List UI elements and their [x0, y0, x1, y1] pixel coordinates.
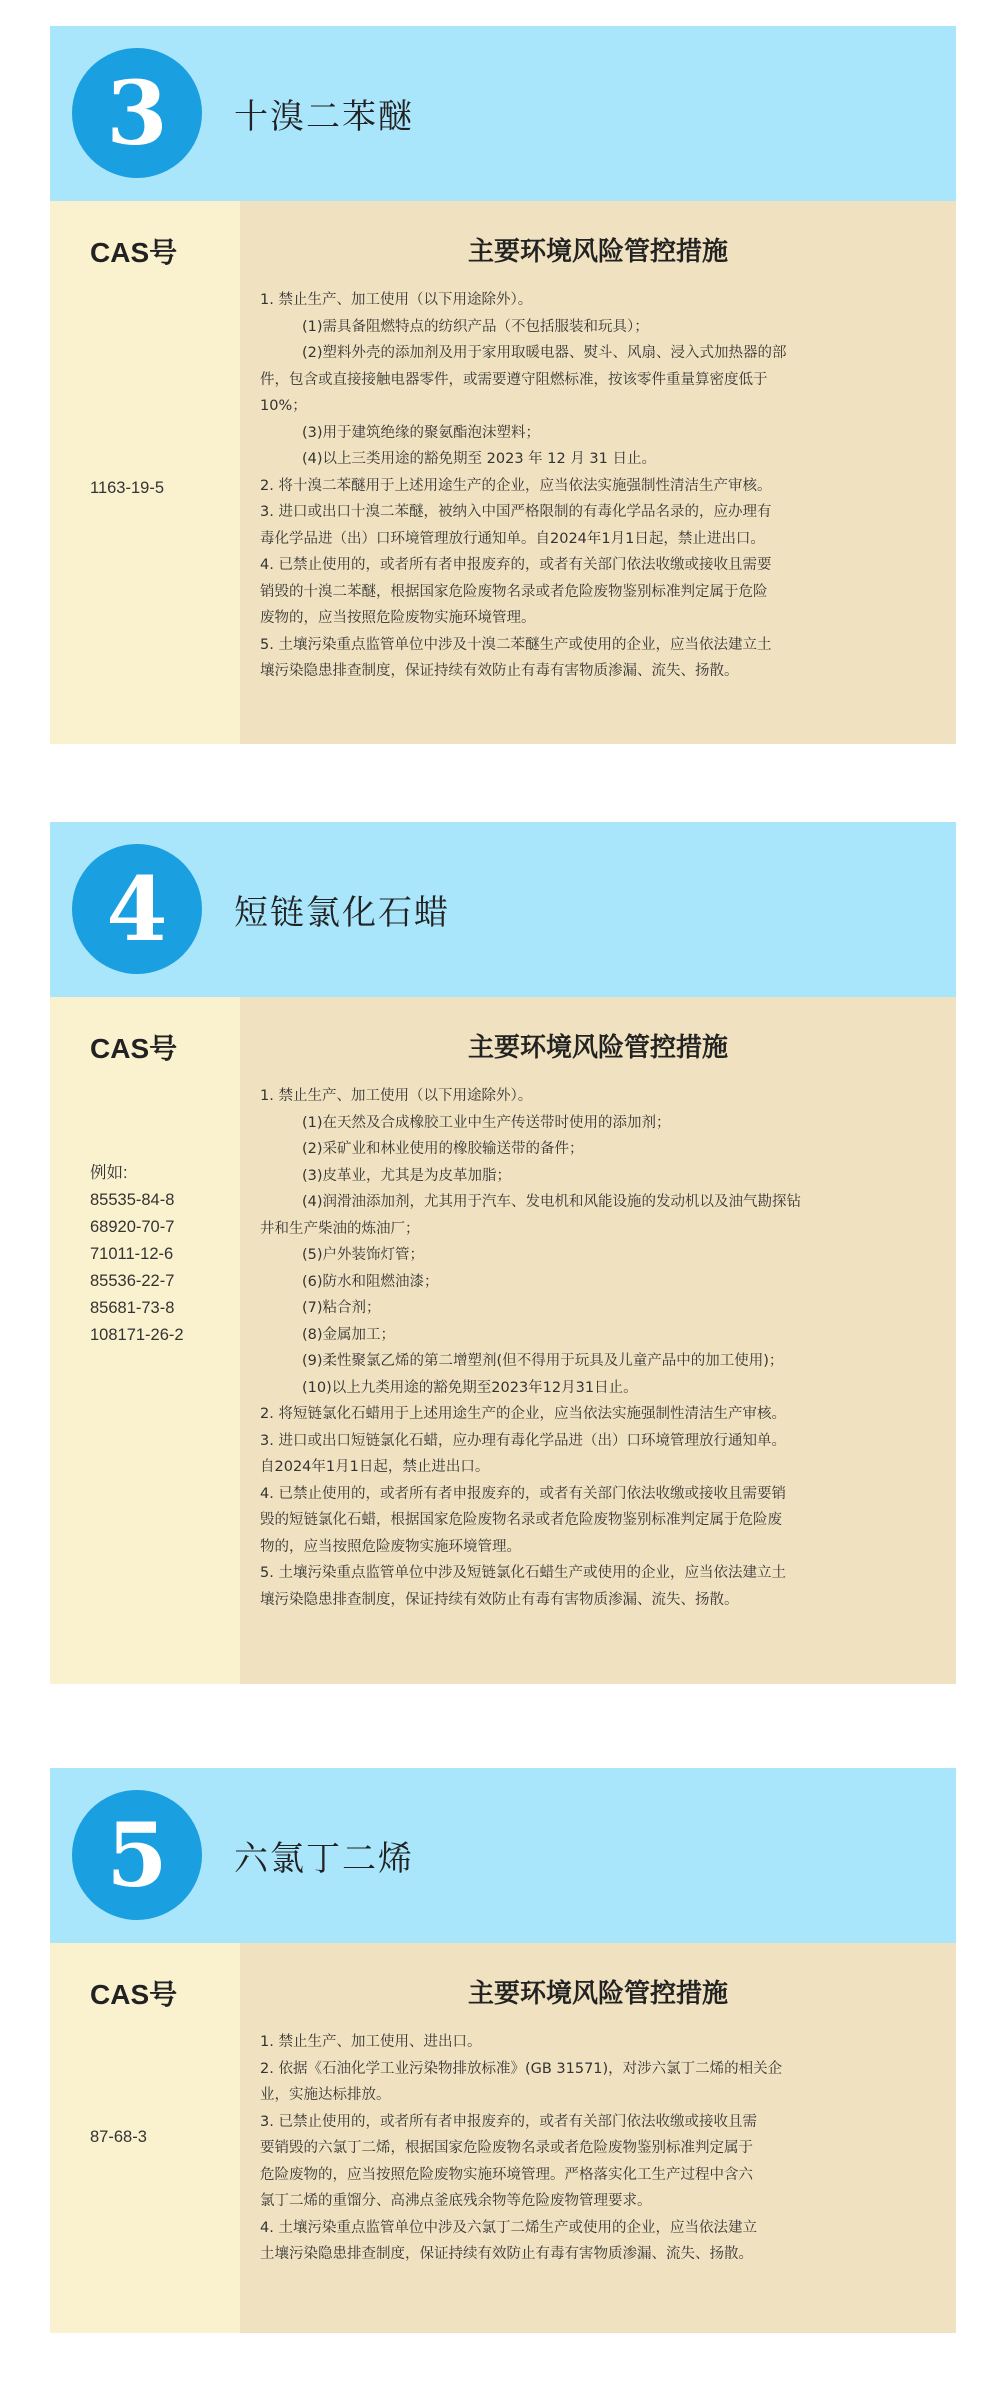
measure-line: 1. 禁止生产、加工使用、进出口。 [260, 2034, 482, 2050]
measure-line: 10%； [260, 398, 307, 414]
measure-line: 自2024年1月1日起，禁止进出口。 [260, 1459, 490, 1475]
cas-number: 1163-19-5 [90, 479, 165, 497]
measure-line: (8)金属加工； [302, 1326, 396, 1343]
cas-number: 87-68-3 [90, 2128, 147, 2146]
section-banner [50, 26, 956, 201]
section-card-4 [50, 822, 956, 1684]
measure-line: 3. 进口或出口短链氯化石蜡，应办理有毒化学品进（出）口环境管理放行通知单。 [260, 1432, 786, 1449]
measure-line: 5. 土壤污染重点监管单位中涉及短链氯化石蜡生产或使用的企业，应当依法建立土 [260, 1565, 786, 1581]
section-banner [50, 1768, 956, 1943]
measure-line: 2. 将十溴二苯醚用于上述用途生产的企业，应当依法实施强制性清洁生产审核。 [260, 477, 772, 494]
section-title: 六氯丁二烯 [234, 1839, 414, 1879]
measure-line: 氯丁二烯的重馏分、高沸点釜底残余物等危险废物管理要求。 [260, 2193, 652, 2209]
measure-line: 要销毁的六氯丁二烯，根据国家危险废物名录或者危险废物鉴别标准判定属于 [260, 2140, 753, 2156]
measure-line: (4)以上三类用途的豁免期至 2023 年 12 月 31 日止。 [302, 451, 656, 467]
measure-line: 1. 禁止生产、加工使用（以下用途除外）。 [260, 292, 533, 308]
section-banner [50, 822, 956, 997]
measure-line: 1. 禁止生产、加工使用（以下用途除外）。 [260, 1088, 533, 1104]
measure-line: (5)户外装饰灯管； [302, 1247, 425, 1263]
section-number-badge: 5 [72, 1790, 202, 1920]
measures-column [240, 997, 956, 1684]
measures-text [260, 2029, 938, 2268]
measures-column [240, 1943, 956, 2333]
cas-prefix: 例如: [90, 1164, 128, 1182]
measure-line: 3. 已禁止使用的，或者所有者申报废弃的，或者有关部门依法收缴或接收且需 [260, 2113, 757, 2130]
cas-header: CAS号 [90, 237, 178, 268]
measure-line: (9)柔性聚氯乙烯的第二增塑剂(但不得用于玩具及儿童产品中的加工使用)； [302, 1353, 784, 1369]
measure-line: 4. 土壤污染重点监管单位中涉及六氯丁二烯生产或使用的企业，应当依法建立 [260, 2219, 757, 2236]
measures-header: 主要环境风险管控措施 [467, 237, 728, 267]
section-body [50, 201, 956, 744]
measure-line: 2. 将短链氯化石蜡用于上述用途生产的企业，应当依法实施强制性清洁生产审核。 [260, 1406, 786, 1422]
measures-header: 主要环境风险管控措施 [467, 1033, 728, 1063]
measure-line: 4. 已禁止使用的，或者所有者申报废弃的，或者有关部门依法收缴或接收且需要 [260, 557, 772, 573]
measure-line: (1)在天然及合成橡胶工业中生产传送带时使用的添加剂； [302, 1114, 671, 1131]
measure-line: 废物的，应当按照危险废物实施环境管理。 [260, 610, 536, 626]
section-title: 十溴二苯醚 [234, 97, 414, 137]
section-body [50, 1943, 956, 2333]
cas-number: 68920-70-7 [90, 1218, 175, 1236]
measure-line: 3. 进口或出口十溴二苯醚，被纳入中国严格限制的有毒化学品名录的，应办理有 [260, 504, 772, 520]
measure-line: 土壤污染隐患排查制度，保证持续有效防止有毒有害物质渗漏、流失、扬散。 [260, 2246, 753, 2262]
measure-line: 物的，应当按照危险废物实施环境管理。 [260, 1538, 521, 1555]
cas-column [50, 201, 240, 744]
measures-text [260, 287, 938, 685]
section-title: 短链氯化石蜡 [234, 893, 450, 933]
measures-text [260, 1083, 938, 1613]
measure-line: (10)以上九类用途的豁免期至2023年12月31日止。 [302, 1379, 638, 1396]
measure-line: (6)防水和阻燃油漆； [302, 1273, 439, 1290]
cas-column [50, 1943, 240, 2333]
section-card-3 [50, 26, 956, 744]
cas-number: 85536-22-7 [90, 1272, 175, 1290]
measures-header: 主要环境风险管控措施 [467, 1979, 728, 2009]
measure-line: (7)粘合剂； [302, 1300, 381, 1316]
measure-line: 件，包含或直接接触电器零件，或需要遵守阻燃标准，按该零件重量算密度低于 [260, 371, 768, 388]
measure-line: 业，实施达标排放。 [260, 2087, 391, 2103]
section-number-badge: 3 [72, 48, 202, 178]
measure-line: 毁的短链氯化石蜡，根据国家危险废物名录或者危险废物鉴别标准判定属于危险废 [260, 1512, 782, 1528]
cas-header: CAS号 [90, 1979, 178, 2010]
section-body [50, 997, 956, 1684]
measure-line: 井和生产柴油的炼油厂； [260, 1220, 420, 1237]
measure-line: 毒化学品进（出）口环境管理放行通知单。自2024年1月1日起，禁止进出口。 [260, 530, 765, 547]
cas-list [90, 1160, 184, 1349]
measure-line: 4. 已禁止使用的，或者所有者申报废弃的，或者有关部门依法收缴或接收且需要销 [260, 1485, 786, 1502]
measure-line: (4)润滑油添加剂，尤其用于汽车、发电机和风能设施的发动机以及油气勘探钻 [302, 1194, 802, 1210]
measure-line: (2)塑料外壳的添加剂及用于家用取暖电器、熨斗、风扇、浸入式加热器的部 [302, 345, 787, 361]
cas-number: 108171-26-2 [90, 1326, 184, 1344]
measure-line: (2)采矿业和林业使用的橡胶输送带的备件； [302, 1141, 584, 1157]
cas-column [50, 997, 240, 1684]
measure-line: 2. 依据《石油化学工业污染物排放标准》(GB 31571)，对涉六氯丁二烯的相关企 [260, 2060, 783, 2077]
measure-line: 销毁的十溴二苯醚，根据国家危险废物名录或者危险废物鉴别标准判定属于危险 [260, 583, 768, 600]
section-card-5 [50, 1768, 956, 2333]
measure-line: (3)皮革业，尤其是为皮革加脂； [302, 1167, 512, 1184]
section-number-badge: 4 [72, 844, 202, 974]
cas-header: CAS号 [90, 1033, 178, 1064]
measure-line: 壤污染隐患排查制度，保证持续有效防止有毒有害物质渗漏、流失、扬散。 [260, 1591, 739, 1608]
cas-number: 85681-73-8 [90, 1299, 175, 1317]
measures-column [240, 201, 956, 744]
cas-number: 71011-12-6 [90, 1245, 174, 1263]
measure-line: (1)需具备阻燃特点的纺织产品（不包括服装和玩具）； [302, 318, 649, 335]
measure-line: 5. 土壤污染重点监管单位中涉及十溴二苯醚生产或使用的企业，应当依法建立土 [260, 636, 772, 653]
measure-line: (3)用于建筑绝缘的聚氨酯泡沫塑料； [302, 424, 541, 441]
measure-line: 危险废物的，应当按照危险废物实施环境管理。严格落实化工生产过程中含六 [260, 2166, 753, 2183]
measure-line: 壤污染隐患排查制度，保证持续有效防止有毒有害物质渗漏、流失、扬散。 [260, 663, 739, 679]
cas-number: 85535-84-8 [90, 1191, 175, 1209]
